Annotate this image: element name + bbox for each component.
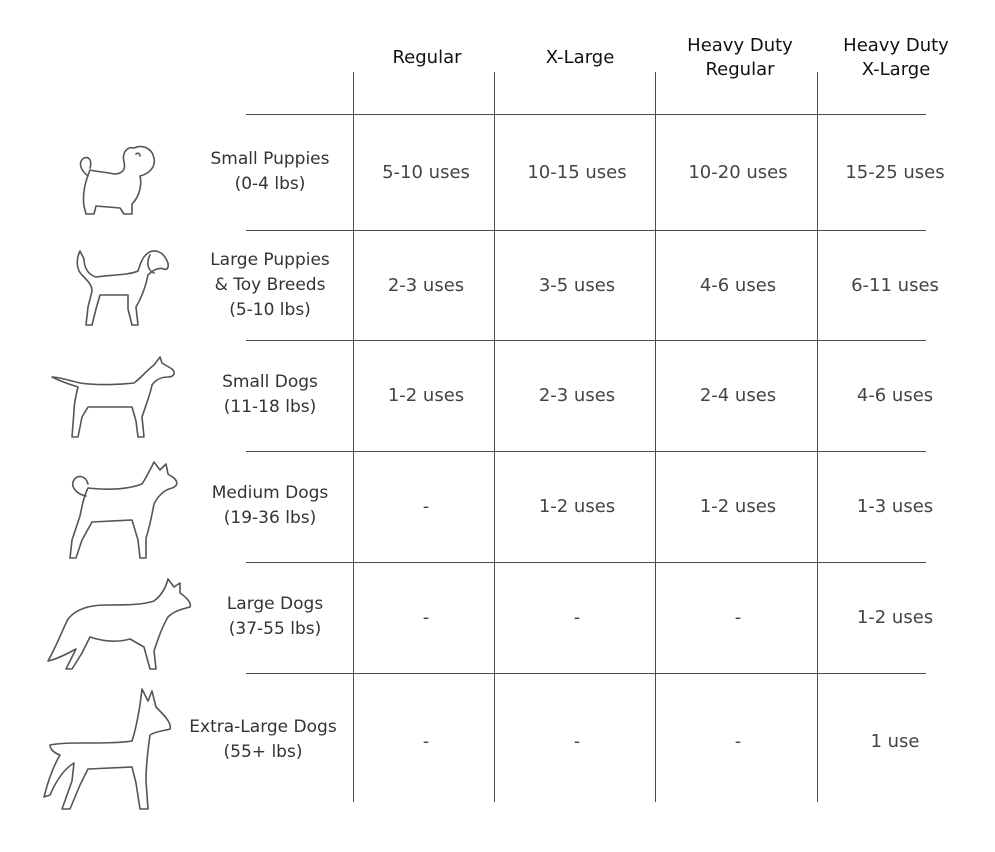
- cell-large-puppies-regular: 2-3 uses: [387, 275, 465, 296]
- large-dog-icon: [46, 575, 196, 675]
- cell-large-dogs-heavy-duty-x-large: 1-2 uses: [856, 607, 934, 628]
- column-header-heavy-duty-x-large: Heavy Duty X-Large: [843, 35, 949, 80]
- row-label-large-dogs: Large Dogs (37-55 lbs): [226, 594, 324, 639]
- cell-extra-large-dogs-heavy-duty-regular: -: [734, 731, 742, 752]
- cell-medium-dogs-heavy-duty-x-large: 1-3 uses: [856, 496, 934, 517]
- column-header-x-large: X-Large: [545, 47, 615, 68]
- cell-small-puppies-regular: 5-10 uses: [382, 162, 470, 183]
- row-label-medium-dogs: Medium Dogs (19-36 lbs): [211, 483, 329, 528]
- cell-extra-large-dogs-heavy-duty-x-large: 1 use: [870, 731, 920, 752]
- cell-extra-large-dogs-regular: -: [422, 731, 430, 752]
- row-label-large-puppies: Large Puppies & Toy Breeds (5-10 lbs): [210, 250, 330, 320]
- cell-large-puppies-x-large: 3-5 uses: [538, 275, 616, 296]
- column-header-heavy-duty-regular: Heavy Duty Regular: [687, 35, 793, 80]
- cell-small-puppies-heavy-duty-regular: 10-20 uses: [688, 162, 788, 183]
- cell-small-dogs-heavy-duty-x-large: 4-6 uses: [856, 385, 934, 406]
- medium-dog-icon: [62, 460, 182, 565]
- cell-small-dogs-heavy-duty-regular: 2-4 uses: [699, 385, 777, 406]
- cell-extra-large-dogs-x-large: -: [573, 731, 581, 752]
- grid-horizontal-line: [246, 673, 926, 674]
- grid-horizontal-line: [246, 340, 926, 341]
- cell-small-puppies-heavy-duty-x-large: 15-25 uses: [845, 162, 945, 183]
- small-puppy-icon: [70, 140, 160, 220]
- cell-large-dogs-regular: -: [422, 607, 430, 628]
- cell-large-dogs-heavy-duty-regular: -: [734, 607, 742, 628]
- cell-small-puppies-x-large: 10-15 uses: [527, 162, 627, 183]
- row-label-extra-large-dogs: Extra-Large Dogs (55+ lbs): [189, 717, 337, 762]
- extra-large-dog-icon: [40, 685, 180, 815]
- cell-medium-dogs-heavy-duty-regular: 1-2 uses: [699, 496, 777, 517]
- cell-large-puppies-heavy-duty-regular: 4-6 uses: [699, 275, 777, 296]
- cell-small-dogs-regular: 1-2 uses: [387, 385, 465, 406]
- cell-small-dogs-x-large: 2-3 uses: [538, 385, 616, 406]
- grid-horizontal-line: [246, 562, 926, 563]
- small-dog-icon: [50, 355, 180, 445]
- cell-medium-dogs-regular: -: [422, 496, 430, 517]
- grid-horizontal-line: [246, 114, 926, 115]
- row-label-small-puppies: Small Puppies (0-4 lbs): [210, 149, 330, 194]
- row-label-small-dogs: Small Dogs (11-18 lbs): [222, 372, 318, 417]
- grid-horizontal-line: [246, 451, 926, 452]
- cell-medium-dogs-x-large: 1-2 uses: [538, 496, 616, 517]
- cell-large-dogs-x-large: -: [573, 607, 581, 628]
- cell-large-puppies-heavy-duty-x-large: 6-11 uses: [851, 275, 939, 296]
- column-header-regular: Regular: [392, 47, 462, 68]
- large-puppy-icon: [66, 245, 176, 330]
- grid-horizontal-line: [246, 230, 926, 231]
